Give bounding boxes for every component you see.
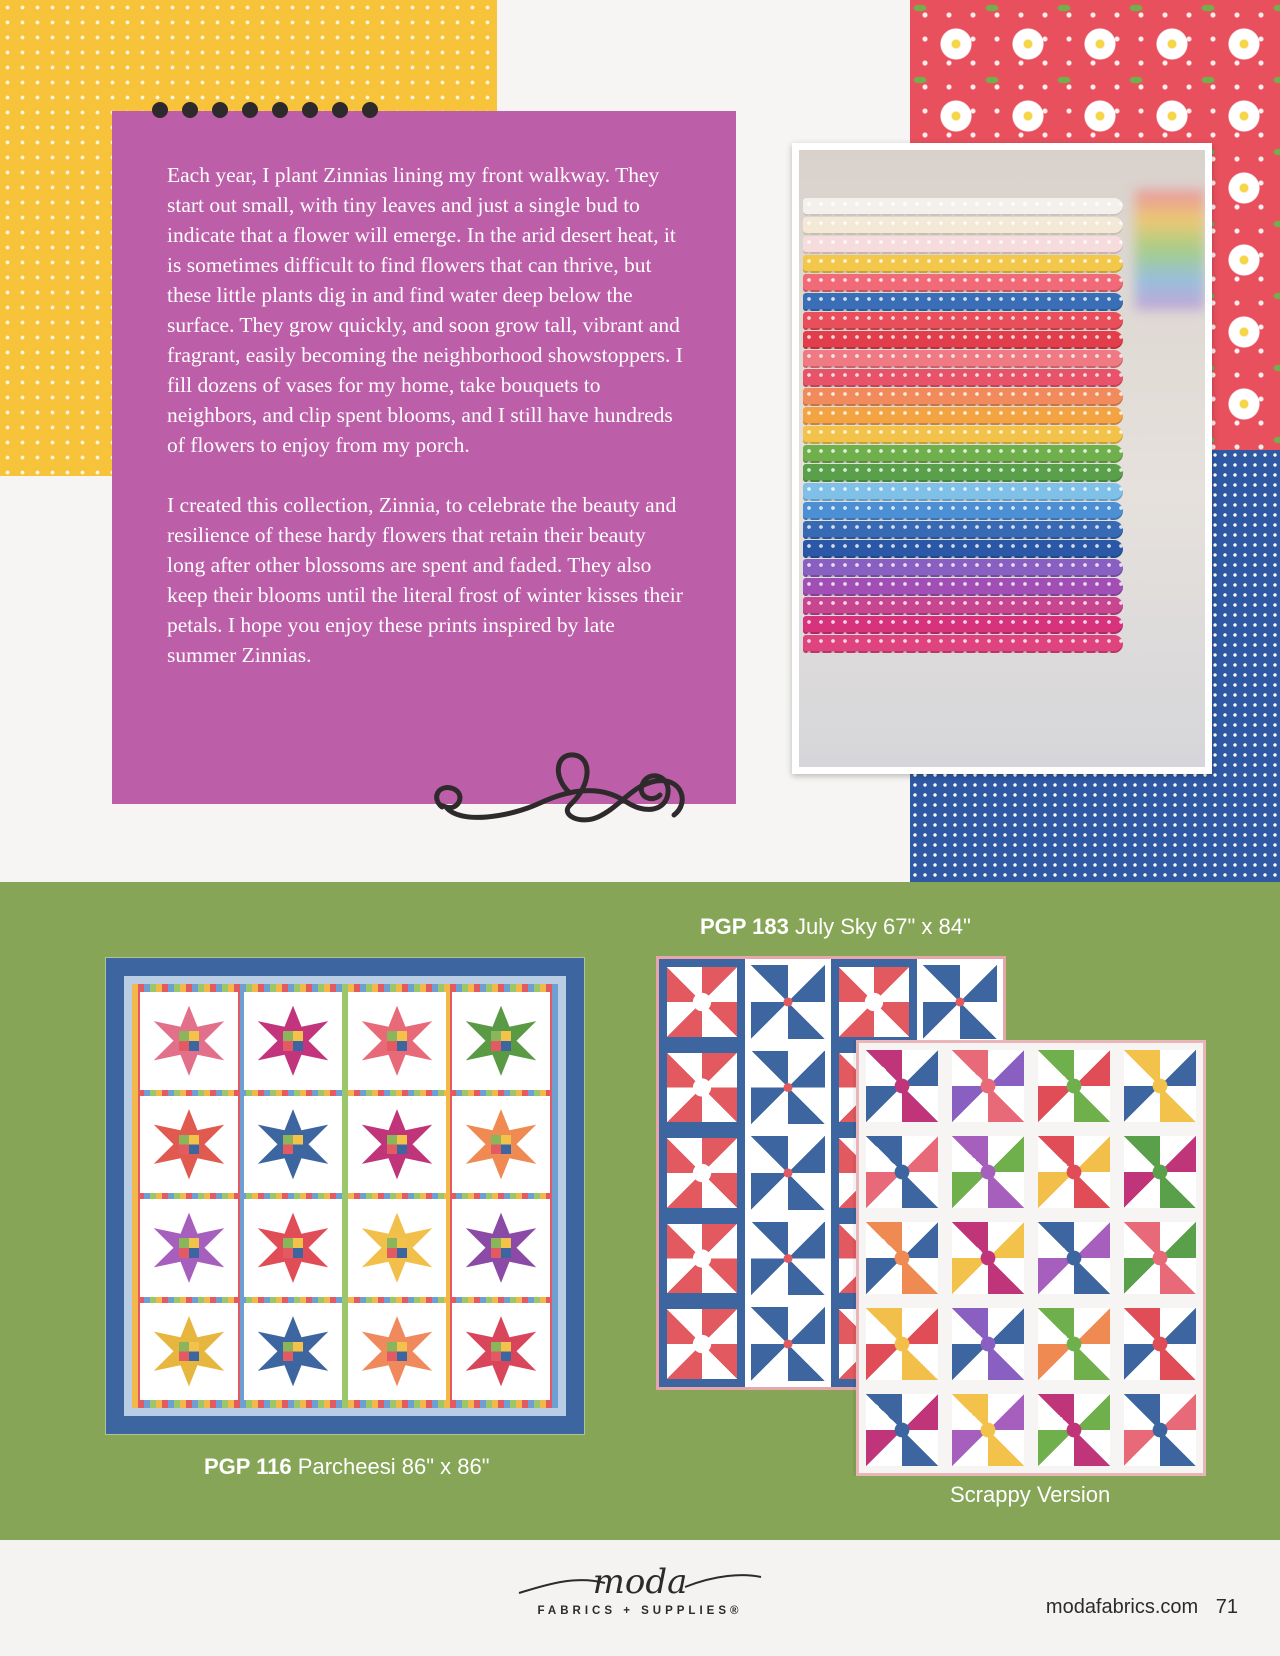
quilt-name: July Sky 67" x 84"	[795, 914, 971, 939]
caption-july-sky	[700, 914, 971, 940]
story-paragraph-2: I created this collection, Zinnia, to celebrate the beauty and resilience of these hardy flowers that retain their beauty long after other blossoms are spent and faded. They also keep their blooms until the literal frost of winter kisses their petals. I hope you enjoy these prints inspired by late summer Zinnias.	[167, 493, 683, 667]
footer-url-and-page	[1046, 1596, 1238, 1619]
logo-tagline: FABRICS + SUPPLIES®	[537, 1605, 743, 1617]
scrappy-quilt-image	[856, 1040, 1206, 1476]
story-text	[167, 160, 687, 670]
moda-logo	[515, 1563, 765, 1617]
story-paragraph-1: Each year, I plant Zinnias lining my front walkway. They start out small, with tiny leaves and just a single bud to indicate that a flower will emerge. In the arid desert heat, it is sometimes difficult to find flowers that can thrive, but these little plants dig in and find water deep below the surface. They grow quickly, and soon grow tall, vibrant and fragrant, easily becoming the neighborhood showstoppers. I fill dozens of vases for my home, take bouquets to neighbors, and clip spent blooms, and I still have hundreds of flowers to enjoy from my porch.	[167, 163, 683, 457]
caption-parcheesi	[204, 1454, 490, 1480]
quilt-code: PGP 183	[700, 914, 789, 939]
photo-image	[799, 150, 1205, 767]
decorative-dots	[152, 102, 378, 118]
quilt-code: PGP 116	[204, 1454, 292, 1479]
quilt-name: Parcheesi 86" x 86"	[297, 1454, 490, 1479]
moda-wordmark	[515, 1563, 765, 1603]
page-number: 71	[1215, 1596, 1238, 1618]
website-link[interactable]: modafabrics.com	[1045, 1596, 1199, 1618]
flourish-ornament	[420, 745, 700, 835]
svg-text:moda: moda	[592, 1563, 688, 1602]
folded-fabric-stack	[803, 198, 1123, 654]
parcheesi-quilt-image	[106, 958, 584, 1434]
fabric-stack-photo	[792, 143, 1212, 774]
caption-scrappy: Scrappy Version	[950, 1482, 1111, 1507]
